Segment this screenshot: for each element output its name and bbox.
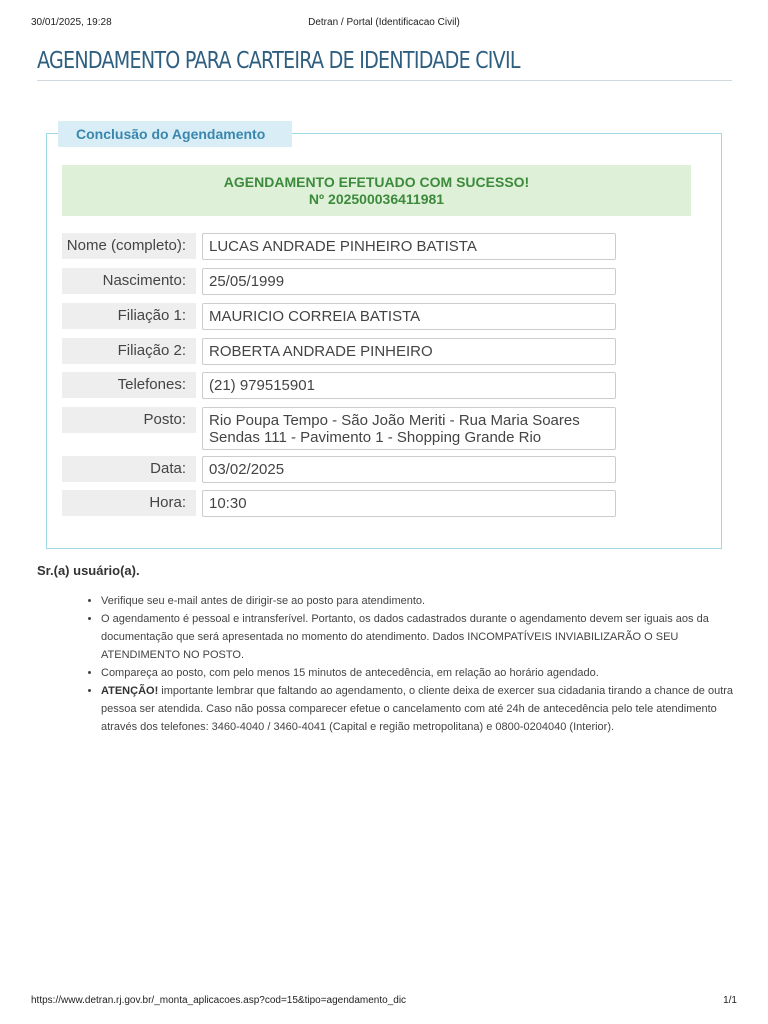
notice-list (67, 592, 735, 736)
attention-text: importante lembrar que faltando ao agendamento, o cliente deixa de exercer sua cidadania tirando a chance de outra pessoa ser atendida. Caso não possa comparecer efetue o cancelamento com até 24h de antecedência pelo tele atendimento através dos telefones: 3460-4040 / 3460-4041 (Capital e região metropolitana) e 0800-0204040 (Interior). (101, 685, 734, 733)
field-label-telefones: Telefones: (62, 372, 196, 398)
field-value-nome: LUCAS ANDRADE PINHEIRO BATISTA (202, 233, 616, 260)
print-page-title: Detran / Portal (Identificacao Civil) (308, 17, 460, 28)
field-label-nascimento: Nascimento: (62, 268, 196, 294)
field-label-hora: Hora: (62, 490, 196, 516)
field-label-posto: Posto: (62, 407, 196, 433)
attention-label: ATENÇÃO! (101, 685, 159, 697)
success-alert (62, 165, 691, 216)
success-message: AGENDAMENTO EFETUADO COM SUCESSO! (223, 174, 530, 190)
page-title: AGENDAMENTO PARA CARTEIRA DE IDENTIDADE CIVIL (37, 48, 520, 74)
notice-item: • Verifique seu e-mail antes de dirigir-se ao posto para atendimento. (101, 592, 735, 610)
field-value-filiacao-1: MAURICIO CORREIA BATISTA (202, 303, 616, 330)
page-count: 1/1 (723, 995, 737, 1006)
field-label-data: Data: (62, 456, 196, 482)
notice-item: • Compareça ao posto, com pelo menos 15 minutos de antecedência, em relação ao horário agendado. (101, 664, 735, 682)
print-url: https://www.detran.rj.gov.br/_monta_aplicacoes.asp?cod=15&tipo=agendamento_dic (31, 995, 407, 1006)
print-datetime: 30/01/2025, 19:28 (31, 17, 112, 28)
field-label-filiacao-1: Filiação 1: (62, 303, 196, 329)
notice-item-attention (101, 682, 735, 736)
field-value-filiacao-2: ROBERTA ANDRADE PINHEIRO (202, 338, 616, 365)
field-value-telefones: (21) 979515901 (202, 372, 616, 399)
notice-item: • O agendamento é pessoal e intransferível. Portanto, os dados cadastrados durante o agendamento devem ser iguais aos da documentação que será apresentada no momento do atendimento. Dados INCOMPATÍVEIS INVIABILIZARÃO O SEU ATENDIMENTO NO POSTO. (101, 610, 735, 664)
notice-heading: Sr.(a) usuário(a). (37, 563, 140, 578)
field-label-filiacao-2: Filiação 2: (62, 338, 196, 364)
field-label-nome: Nome (completo): (62, 233, 196, 259)
title-divider (37, 80, 732, 81)
print-header (31, 17, 737, 31)
protocol-number: Nº 202500036411981 (308, 191, 445, 207)
fieldset-legend: Conclusão do Agendamento (58, 121, 292, 147)
field-value-hora: 10:30 (202, 490, 616, 517)
print-footer (31, 995, 737, 1009)
field-value-posto: Rio Poupa Tempo - São João Meriti - Rua Maria Soares Sendas 111 - Pavimento 1 - Shopping Grande Rio (202, 407, 616, 450)
field-value-nascimento: 25/05/1999 (202, 268, 616, 295)
field-value-data: 03/02/2025 (202, 456, 616, 483)
